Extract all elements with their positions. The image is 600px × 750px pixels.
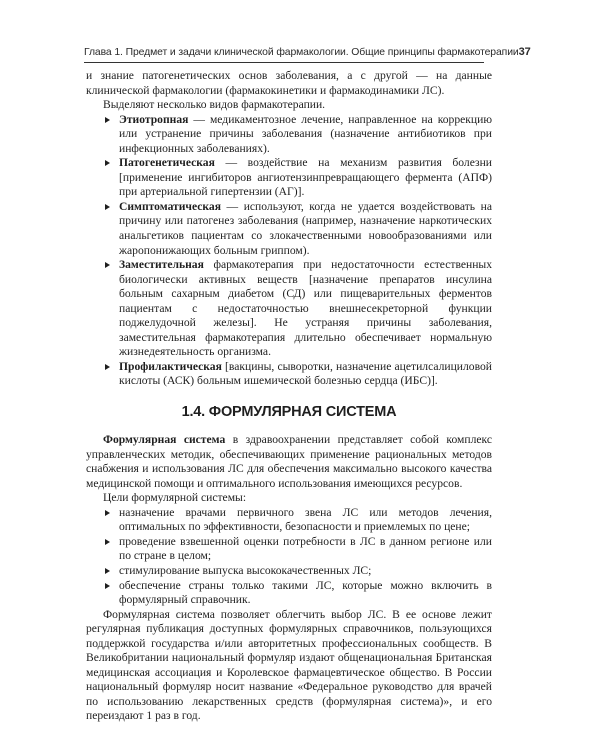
triangle-bullet-icon [105, 160, 110, 166]
lead-paragraph: Выделяют несколько видов фармакотерапии. [103, 98, 326, 112]
goal-text: назначение врачами первичного звена ЛС или методов лечения, оптимальных по эффективности, безопасности и приемлемых по цене; [119, 505, 492, 534]
term-description: — используют, когда не удается воздействовать на причину или патогенез заболевания (например, назначение наркотических анальгетиков пациентам со злокачественными новообразованиями или жаропонижающих больным гриппом). [119, 199, 492, 257]
list-item [86, 506, 492, 535]
running-head [84, 46, 531, 58]
closing-paragraph: Формулярная система позволяет облегчить выбор ЛС. В ее основе лежит регулярная публикация доступных формулярных справочников, пользующихся поддержкой государства и/или авторитетных профессиональных сообществ. В Великобритании национальный формуляр издают общенациональная Британская медицинская ассоциация и Королевское фармацевтическое общество. В России национальный формуляр носит название «Федеральное руководство для врачей по использованию лекарственных средств (формулярная система)», и его переиздают 1 раз в год. [86, 607, 492, 723]
term: Профилактическая [119, 359, 222, 373]
goal-text: обеспечение страны только такими ЛС, которые можно включить в формулярный справочник. [119, 578, 492, 607]
goals-lead: Цели формулярной системы: [103, 491, 247, 505]
list-item [86, 564, 492, 579]
triangle-bullet-icon [105, 364, 110, 370]
goal-text: проведение взвешенной оценки потребности в ЛС в данном регионе или по стране в целом; [119, 534, 492, 563]
term: Заместительная [119, 258, 204, 272]
goal-text: стимулирование выпуска высококачественных ЛС; [119, 563, 372, 577]
goals-list [86, 506, 492, 608]
triangle-bullet-icon [105, 262, 110, 268]
term: Этиотропная [119, 112, 189, 126]
header-rule [84, 62, 484, 63]
list-item [86, 535, 492, 564]
term: Патогенетическая [119, 156, 215, 170]
therapy-types-list [86, 113, 492, 389]
list-item [86, 360, 492, 389]
list-item [86, 156, 492, 200]
running-title: Глава 1. Предмет и задачи клинической фармакологии. Общие принципы фармакотерапии [84, 47, 519, 58]
list-item [86, 113, 492, 157]
term-description: фармакотерапия при недостаточности естественных биологически активных веществ [назначение препаратов инсулина больным сахарным диабетом (СД) или пищеварительных ферментов пациентам с недостаточностью внешнесекреторной функции поджелудочной железы]. Не устраняя причины заболевания, заместительная фармакотерапия длительно обеспечивает нормальную жизнедеятельность организма. [119, 258, 492, 359]
triangle-bullet-icon [105, 568, 110, 574]
term: Симптоматическая [119, 199, 221, 213]
term-description: [вакцины, сыворотки, назначение ацетилсалициловой кислоты (АСК) больным ишемической болезнью сердца (ИБС)]. [119, 359, 492, 388]
page-number: 37 [518, 46, 531, 58]
definition-paragraph [86, 433, 492, 491]
triangle-bullet-icon [105, 583, 110, 589]
term-description: — воздействие на механизм развития болезни [применение ингибиторов ангиотензинпревращающего фермента (АПФ) при артериальной гипертензии (АГ)]. [119, 156, 492, 199]
list-item [86, 200, 492, 258]
definition-term: Формулярная система [103, 433, 226, 447]
triangle-bullet-icon [105, 539, 110, 545]
term-description: — медикаментозное лечение, направленное на коррекцию или устранение причины заболевания (назначение антибиотиков при инфекционных заболеваниях). [119, 112, 492, 155]
triangle-bullet-icon [105, 117, 110, 123]
triangle-bullet-icon [105, 204, 110, 210]
page-body [86, 69, 492, 724]
list-item [86, 579, 492, 608]
triangle-bullet-icon [105, 510, 110, 516]
list-item [86, 258, 492, 360]
continuation-paragraph: и знание патогенетических основ заболевания, а с другой — на данные клинической фармакологии (фармакокинетики и фармакодинамики ЛС). [86, 69, 492, 97]
section-heading: 1.4. ФОРМУЛЯРНАЯ СИСТЕМА [181, 404, 397, 421]
definition-text: в здравоохранении представляет собой комплекс управленческих методик, обеспечивающих применение рациональных методов снабжения и использования ЛС для обеспечения максимально высокого качества медицинской помощи и оптимального использования имеющихся ресурсов. [86, 433, 492, 490]
